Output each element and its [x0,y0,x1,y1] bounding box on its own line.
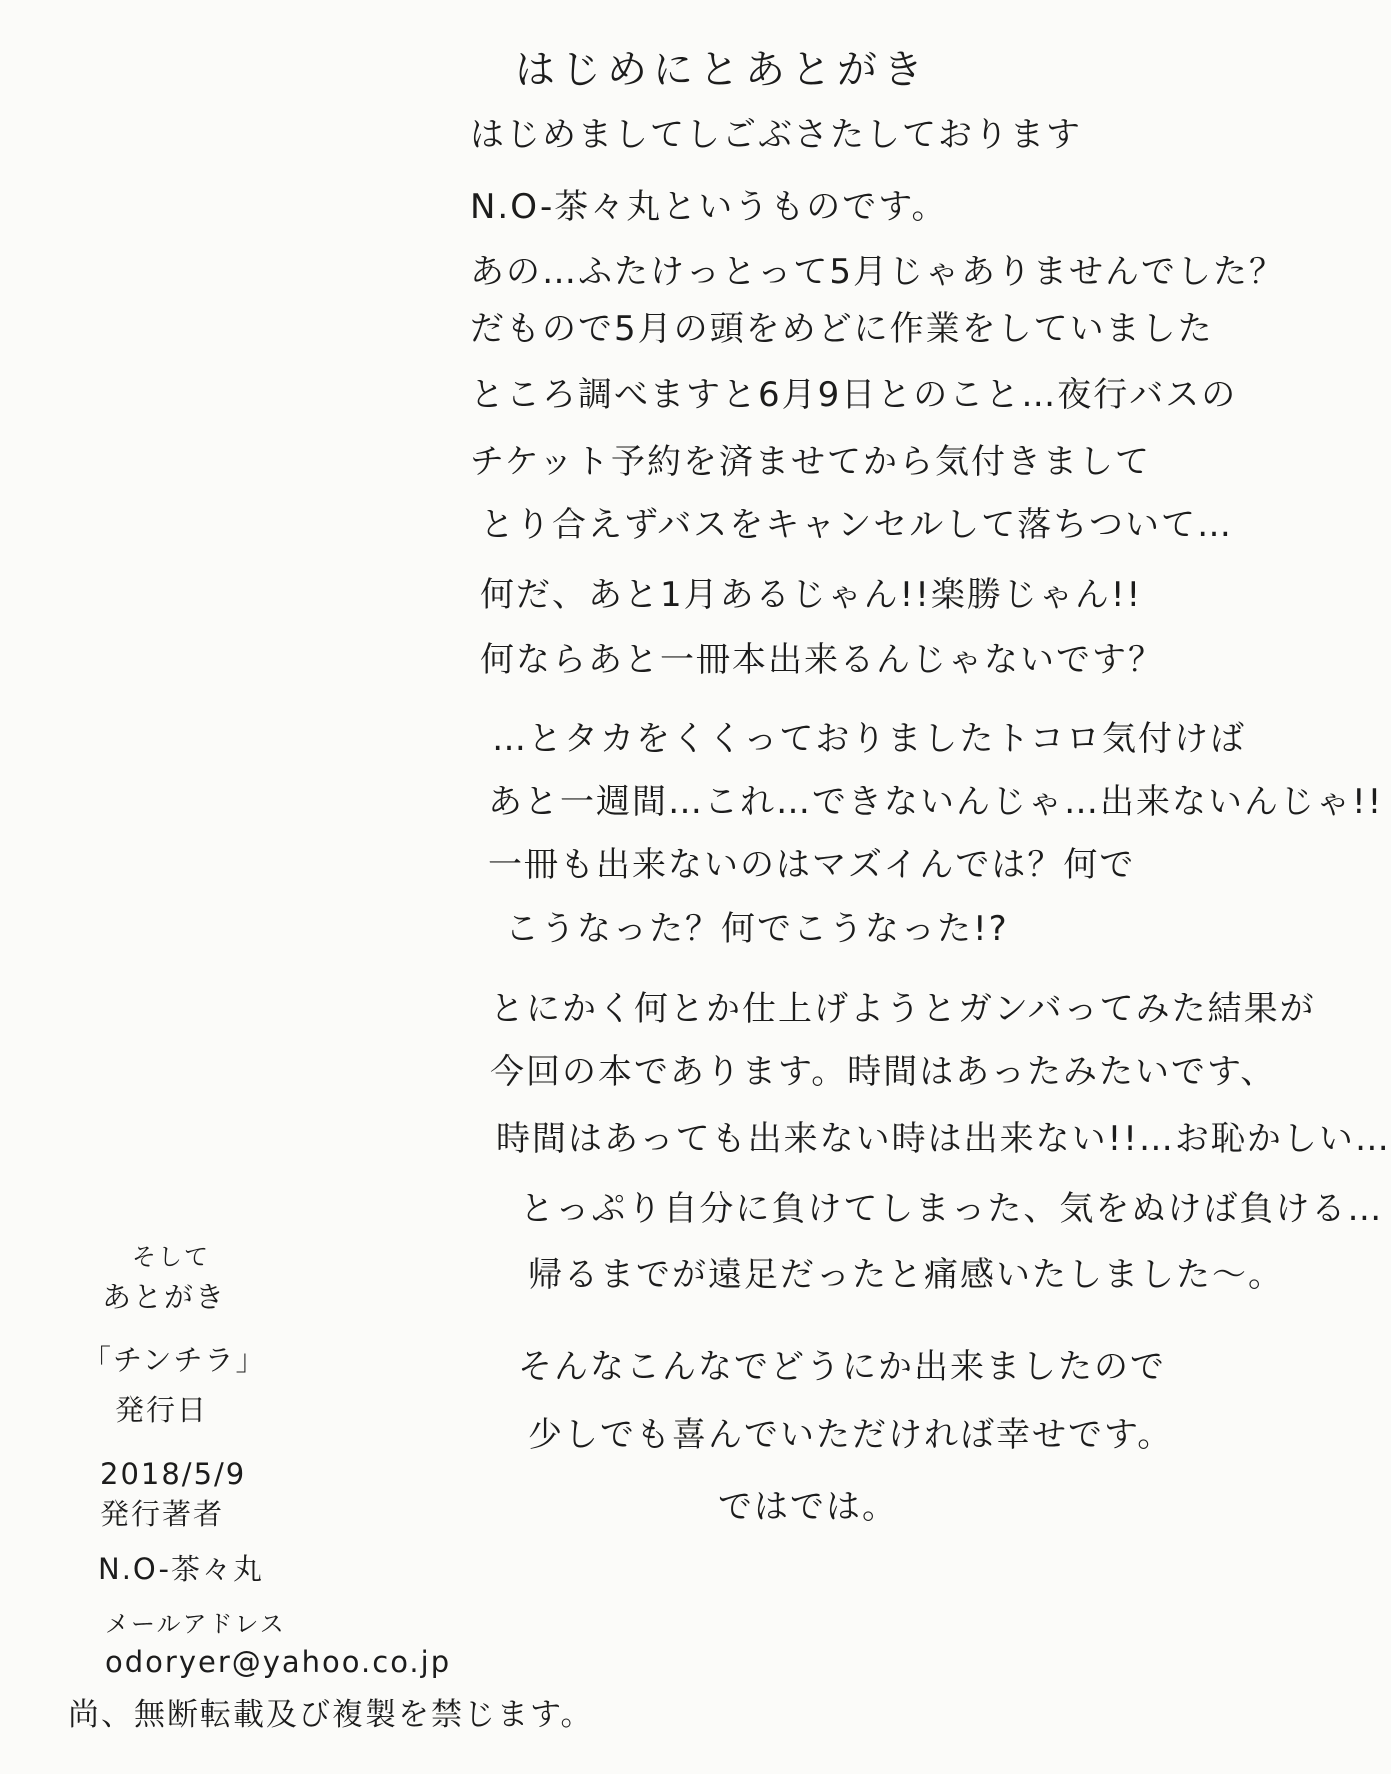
body-line: あと一週間…これ…できないんじゃ…出来ないんじゃ!! [488,782,1384,822]
body-line: 一冊も出来ないのはマズイんでは？何で [488,845,1136,885]
author-label: 発行著者 [100,1497,225,1531]
body-line: だもので5月の頭をめどに作業をしていました [470,309,1214,349]
body-line: こうなった？何でこうなった!? [505,909,1009,949]
body-line: N.O-茶々丸というものです。 [470,187,948,227]
body-line: 何ならあと一冊本出来るんじゃないです？ [480,640,1164,680]
body-line: …とタカをくくっておりましたトコロ気付けば [492,719,1246,759]
body-line: はじめましてしごぶさたしております [470,115,1082,155]
copyright-notice: 尚、無断転載及び複製を禁じます。 [68,1697,594,1733]
body-line: とにかく何とか仕上げようとガンバってみた結果が [490,989,1316,1029]
body-line: 今回の本であります。時間はあったみたいです、 [490,1052,1277,1092]
body-line: 何だ、あと1月あるじゃん!!楽勝じゃん!! [480,575,1143,615]
page-title: はじめにとあとがき [515,47,929,93]
body-line: とっぷり自分に負けてしまった、気をぬけば負ける… [520,1189,1384,1229]
body-line: 時間はあっても出来ない時は出来ない!!…お恥かしい… [496,1119,1391,1159]
body-line: ところ調べますと6月9日とのこと…夜行バスの [470,375,1238,415]
body-line: そんなこんなでどうにか出来ましたので [518,1347,1166,1387]
body-line: あの…ふたけっとって5月じゃありませんでした？ [470,252,1285,292]
author-name: N.O-茶々丸 [98,1552,265,1586]
body-line: ではでは。 [718,1487,898,1527]
email-address: odoryer@yahoo.co.jp [105,1645,452,1679]
body-line: 帰るまでが遠足だったと痛感いたしました～。 [528,1255,1284,1295]
colophon-intro: そして [132,1243,210,1271]
body-line: とり合えずバスをキャンセルして落ちついて… [480,505,1233,545]
email-label: メールアドレス [105,1610,286,1638]
body-line: 少しでも喜んでいただければ幸せです。 [528,1415,1174,1455]
book-title: 「チンチラ」 [82,1343,267,1377]
body-line: チケット予約を済ませてから気付きまして [470,442,1151,482]
colophon-intro: あとがき [102,1280,227,1314]
date-label: 発行日 [115,1393,209,1427]
publish-date: 2018/5/9 [100,1457,247,1491]
